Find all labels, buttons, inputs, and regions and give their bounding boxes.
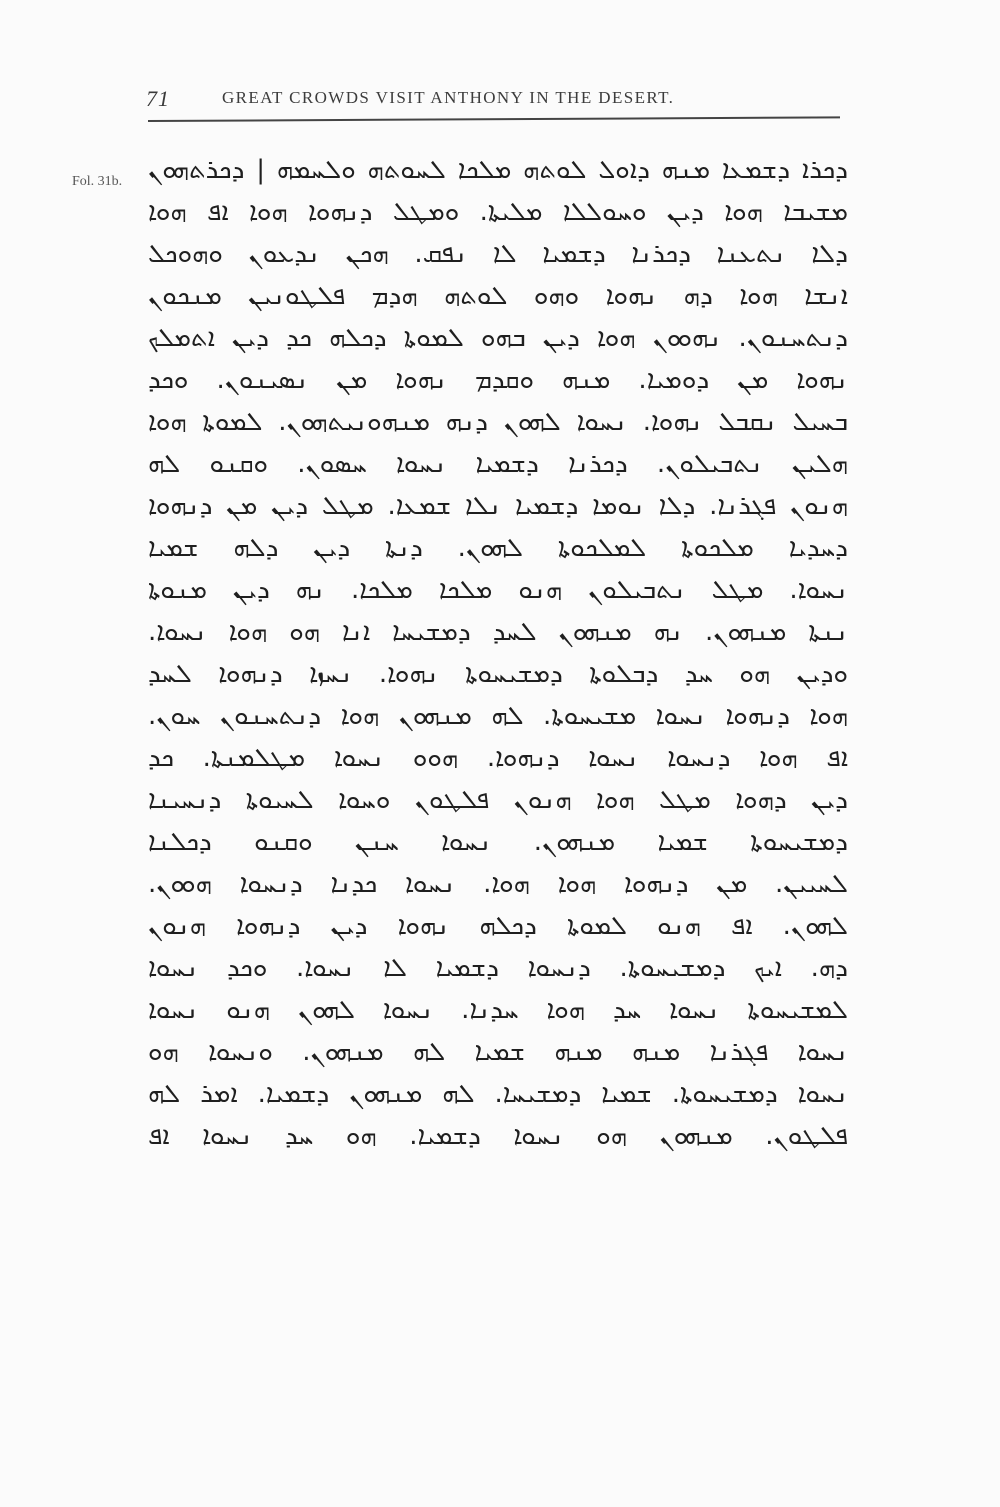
- text-line: ܕܢܬܚܢܘܢ. ܢܗܘܘܢ ܗܘܐ ܕܝܢ ܒܗܘ ܠܡܘܬܐ ܕܟܠܗ ܟܕ ܕܝܢ ܐܬܡܠܟ: [148, 323, 848, 353]
- page-number: 71: [146, 86, 170, 111]
- text-line: ܗܢܘܢ ܦܓܪܢܐ. ܕܠܐ ܢܘܡܐ ܕܫܡܝܐ ܢܠܐ ܫܡܥܐ. ܡܛܠ ܕܝܢ ܡܢ ܕܢܗܘܐ: [148, 491, 848, 521]
- text-line: ܐܦ ܗܘܐ ܕܢܚܘܐ ܢܚܘܐ ܕܢܗܘܐ. ܗܘܘ ܢܚܘܐ ܡܛܠܡܢܬܐ. ܟܕ: [148, 743, 848, 773]
- text-line: ܢܢܬܐ ܡܢܗܘܢ. ܢܗ ܡܢܗܘܢ ܠܚܕ ܕܡܫܝܚܐ ܐܢܐ ܗܘ ܗܘܐ ܢܚܘܐ.: [148, 617, 848, 647]
- text-line: ܒܚܝܠ ܢܩܒܠ ܢܗܘܐ. ܢܚܘܐ ܠܗܘܢ ܕܢܗ ܡܢܗܘܢܝܬܗܘܢ. ܠܡܘܬܐ ܗܘܐ: [148, 407, 848, 437]
- text-line: ܕܠܐ ܢܬܥܢܐ ܕܟܪܢܐ ܕܫܡܝܐ ܠܐ ܢܦܩ. ܗܟܢ ܢܕܥܘܢ ܘܗܘܟܠ: [148, 239, 848, 269]
- text-line: ܢܗܘܐ ܡܢ ܕܘܡܝܐ. ܡܢܗ ܘܩܕܡ ܢܗܘܐ ܡܢ ܢܣܝܢܘܢ. ܘܟܕ: [148, 365, 848, 395]
- running-header: [140, 84, 840, 120]
- text-line: ܕܝܢ ܕܗܘܐ ܡܛܠ ܗܘܐ ܗܢܘܢ ܦܠܛܘܢ ܘܚܘܐ ܠܚܝܘܬܐ ܕܢܚܝܢܐ: [148, 785, 848, 815]
- syriac-text-block: [148, 150, 848, 1310]
- text-line: ܕܡܫܝܚܘܬܐ ܫܡܝܐ ܡܢܗܘܢ. ܢܚܘܐ ܚܢܢ ܘܩܢܘ ܕܟܠܢܐ: [148, 827, 848, 857]
- text-line: ܕܚܕܝܐ ܡܠܟܘܬܐ ܠܡܠܟܘܬܐ ܠܗܘܢ. ܕܢܬܐ ܕܝܢ ܕܠܗ ܫܡܝܐ: [148, 533, 848, 563]
- text-line: ܐܢܫܐ ܗܘܐ ܕܗ ܢܗܘܐ ܘܗܘ ܠܘܬܗ ܗܕܡ ܦܠܛܘܢܝܢ ܡܢܟܘܢ: [148, 281, 848, 311]
- folio-marginal-note: Fol. 31b.: [72, 174, 123, 189]
- text-line: ܡܫܝܒܐ ܗܘܐ ܕܝܢ ܘܚܘܠܠܐ ܡܠܝܬܐ. ܘܡܛܠ ܕܢܗܘܐ ܗܘܐ ܐܦ ܗܘܐ: [148, 197, 848, 227]
- text-line: ܠܡܫܝܚܘܬܐ ܢܚܘܐ ܚܕ ܗܘܐ ܚܕܢܐ. ܢܚܘܐ ܠܗܘܢ ܗܢܘ ܢܚܘܐ: [148, 995, 848, 1025]
- text-line: ܕܗ. ܐܝܟ ܕܡܫܝܚܘܬܐ. ܕܢܚܘܐ ܕܫܡܝܐ ܠܐ ܢܚܘܐ. ܘܟܕ ܢܚܘܐ: [148, 953, 848, 983]
- text-line: ܘܕܝܢ ܗܘ ܚܕ ܕܒܠܘܬܐ ܕܡܫܝܚܘܬܐ ܢܗܘܐ. ܢܚܙܐ ܕܢܗܘܐ ܠܚܕ: [148, 659, 848, 689]
- text-line: ܢܚܘܐ ܕܡܫܝܚܘܬܐ. ܫܡܝܐ ܕܡܫܝܚܐ. ܠܗ ܡܢܗܘܢ ܕܫܡܝܐ. ܐܡܪ ܠܗ: [148, 1079, 848, 1109]
- text-line: ܦܠܛܘܢ. ܡܢܗܘܢ ܗܘ ܢܚܘܐ ܕܫܡܝܐ. ܗܘ ܚܕ ܢܚܘܐ ܐܦ: [148, 1121, 848, 1151]
- text-line: ܗܘܐ ܕܢܗܘܐ ܢܚܘܐ ܡܫܝܚܘܬܐ. ܠܗ ܡܢܗܘܢ ܗܘܐ ܕܢܬܚܢܘܢ ܚܘܢ.: [148, 701, 848, 731]
- text-line: ܢܚܘܐ. ܡܛܠ ܢܬܒܝܠܘܢ ܗܢܘ ܡܠܟܐ ܡܠܟܐ. ܢܗ ܕܝܢ ܡܢܘܬܐ: [148, 575, 848, 605]
- text-line: ܕܟܪܐ ܕܫܡܥܐ ܡܢܗ ܕܐܘܠ ܠܘܬܗ ܡܠܟܐ ܠܚܘܬܗ ܘܠܚܡܗ | ܕܟܪܬܗܘܢ: [148, 155, 848, 185]
- running-title: GREAT CROWDS VISIT ANTHONY IN THE DESERT.: [222, 88, 675, 107]
- text-line: ܗܠܝܢ ܢܬܒܝܠܘܢ. ܕܟܪܢܐ ܕܫܡܝܐ ܢܚܘܐ ܚܣܘܢ. ܘܩܢܘ ܠܗ: [148, 449, 848, 479]
- text-line: ܠܗܘܢ. ܐܦ ܗܢܘ ܠܡܘܬܐ ܕܟܠܗ ܢܗܘܐ ܕܝܢ ܕܢܗܘܐ ܗܢܘܢ: [148, 911, 848, 941]
- text-line: ܢܚܘܐ ܦܓܪܢܐ ܡܢܗ ܡܢܗ ܫܡܝܐ ܠܗ ܡܢܗܘܢ. ܘܢܚܘܐ ܗܘ: [148, 1037, 848, 1067]
- text-line: ܠܚܝܝܢ. ܡܢ ܕܢܗܘܐ ܗܘܐ ܗܘܐ. ܢܚܘܐ ܟܕܢܐ ܕܢܚܘܐ ܗܘܘܢ.: [148, 869, 848, 899]
